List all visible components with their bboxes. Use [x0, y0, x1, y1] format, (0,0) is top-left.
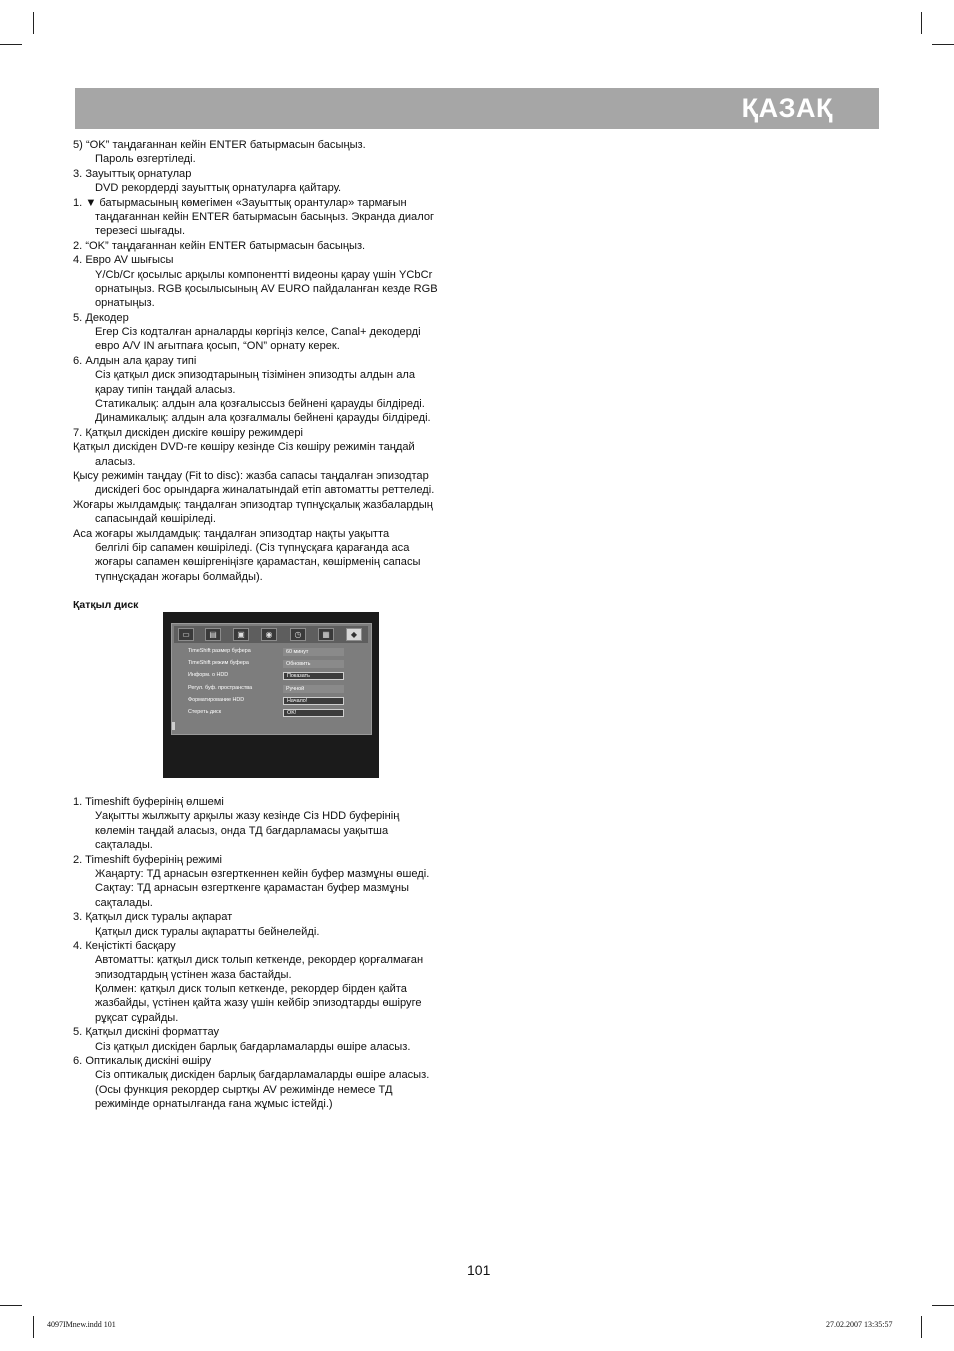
menu-row — [188, 660, 364, 670]
text-line: сапасындай көшіріледі. — [95, 513, 216, 526]
tab-icon-hdd-active: ◆ — [346, 628, 362, 641]
crop-mark — [921, 1316, 922, 1338]
text-line: 4. Кеңістікті басқару — [73, 939, 176, 952]
tab-icon: ◷ — [290, 628, 306, 641]
menu-row-label: TimeShift режим буфера — [188, 660, 249, 666]
language-title: ҚАЗАҚ — [741, 93, 833, 123]
text-line: Y/Cb/Cr қосылыс арқылы компонентті видеоны қарау үшін YCbCr — [95, 268, 433, 281]
text-line: таңдағаннан кейін ENTER батырмасын басыңыз. Экранда диалог — [95, 210, 435, 223]
text-line: Сақтау: ТД арнасын өзгерткенге қарамастан буфер мазмұны — [95, 882, 409, 895]
text-line: Сіз қатқыл дискіден барлық бағдарламаларды өшіре аласыз. — [95, 1040, 411, 1053]
menu-row-value: Обновить — [283, 660, 344, 668]
page-number: 101 — [467, 1262, 491, 1278]
text-line: 1. ▼ батырмасының көмегімен «Зауыттық орантулар» тармағын — [73, 196, 407, 209]
text-line: Уақытты жылжыту арқылы жазу кезінде Сіз HDD буферінің — [95, 810, 400, 823]
text-line: 2. Timeshift буферінің режимі — [73, 853, 222, 866]
text-line: 5. Декодер — [73, 311, 129, 324]
tab-icon: ▤ — [205, 628, 221, 641]
text-line: Сіз оптикалық дискіден барлық бағдарламаларды өшіре аласыз. — [95, 1069, 430, 1082]
text-line: Статикалық: алдын ала қозғалыссыз бейнені қарауды білдіреді. — [95, 398, 425, 411]
crop-mark — [932, 1305, 954, 1306]
menu-row — [188, 709, 364, 719]
menu-row-button: Начало! — [283, 697, 344, 705]
text-line: Пароль өзгертіледі. — [95, 153, 196, 166]
footer-timestamp: 27.02.2007 13:35:57 — [826, 1320, 893, 1329]
text-line: 7. Қатқыл дискіден дискіге көшіру режимдері — [73, 426, 303, 439]
crop-mark — [921, 12, 922, 34]
tab-icon: ◉ — [261, 628, 277, 641]
crop-mark — [33, 12, 34, 34]
text-line: 1. Timeshift буферінің өлшемі — [73, 796, 224, 808]
text-line: белгілі бір сапамен көшіріледі. (Сіз түпнұсқаға қарағанда аса — [95, 541, 410, 554]
menu-tab-bar — [174, 626, 368, 643]
text-line: 3. Қатқыл диск туралы ақпарат — [73, 911, 233, 924]
menu-scroll-marker — [172, 722, 175, 730]
menu-row-button: Показать — [283, 672, 344, 680]
menu-row-label: Информ. о HDD — [188, 672, 229, 678]
tab-icon: ▦ — [318, 628, 334, 641]
menu-row-label: Форматирование HDD — [188, 697, 245, 703]
text-line: орнатыңыз. RGB қосылысының AV EURO пайдаланған кезде RGB — [95, 282, 438, 295]
text-line: Қатқыл дискіден DVD-ге көшіру кезінде Сіз көшіру режимін таңдай — [73, 441, 415, 454]
menu-row-label: TimeShift размер буфера — [188, 648, 251, 654]
text-line: Қысу режимін таңдау (Fit to disc): жазба сапасы таңдалған эпизодтар — [73, 469, 429, 482]
crop-mark — [33, 1316, 34, 1338]
text-line: 5. Қатқыл дискіні форматтау — [73, 1026, 220, 1039]
text-line: 6. Алдын ала қарау типі — [73, 354, 197, 367]
menu-row — [188, 685, 364, 695]
text-line: сақталады. — [95, 896, 153, 909]
text-line: терезесі шығады. — [95, 225, 186, 238]
text-line: (Осы функция рекордер сыртқы AV режимінде немесе ТД — [95, 1083, 393, 1096]
text-line: Қолмен: қатқыл диск толып кеткенде, рекордер бірден қайта — [95, 983, 407, 996]
text-line: жоғары сапамен көшіргеніңізге қарамастан, көшірменің сапасы — [95, 556, 421, 569]
menu-row-value: 60 минут — [283, 648, 344, 656]
text-line: Автоматты: қатқыл диск толып кеткенде, рекордер қорғалмаған — [95, 954, 424, 967]
text-line: 3. Зауыттық орнатулар — [73, 167, 192, 180]
footer-file-info: 4097IMnew.indd 101 — [47, 1320, 116, 1329]
menu-row — [188, 648, 364, 658]
text-line: жазбайды, үстінен қайта жазу үшін кейбір эпизодтарды өшіруге — [95, 997, 422, 1010]
text-line: Сіз қатқыл диск эпизодтарының тізімінен эпизодты алдын ала — [95, 369, 416, 382]
menu-row-label: Стереть диск — [188, 709, 222, 715]
crop-mark — [0, 44, 22, 45]
tab-icon: ▭ — [178, 628, 194, 641]
menu-row-value: Ручной — [283, 685, 344, 693]
text-line: дискідегі бос орындарға жиналатындай етіп автоматты реттеледі. — [95, 484, 435, 497]
text-line: эпизодтардың үстінен жаза бастайды. — [95, 968, 292, 981]
text-line: сақталады. — [95, 839, 153, 852]
text-line: қарау типін таңдай аласыз. — [95, 383, 236, 396]
menu-row — [188, 672, 364, 682]
crop-mark — [932, 44, 954, 45]
text-line: көлемін таңдай аласыз, онда ТД бағдарламасы уақытша — [95, 824, 389, 837]
instructions-top — [73, 138, 473, 584]
text-line: режимінде орнатылғанда ғана жұмыс істейді.) — [95, 1098, 333, 1111]
menu-row-label: Регул. буф. пространства — [188, 685, 253, 691]
text-line: түпнұсқадан жоғары болмайды). — [95, 570, 263, 583]
text-line: 6. Оптикалық дискіні өшіру — [73, 1055, 212, 1068]
text-line: DVD рекордерді зауыттық орнатуларға қайтару. — [95, 182, 342, 195]
text-line: Жаңарту: ТД арнасын өзгерткеннен кейін буфер мазмұны өшеді. — [95, 867, 430, 880]
text-line: Аса жоғары жылдамдық: таңдалған эпизодтар нақты уақытта — [73, 527, 390, 540]
text-line: 4. Евро AV шығысы — [73, 254, 174, 267]
crop-mark — [0, 1305, 22, 1306]
text-line: 5) “OK” таңдағаннан кейін ENTER батырмасын басыңыз. — [73, 139, 366, 151]
menu-row — [188, 697, 364, 707]
text-line: аласыз. — [95, 455, 136, 468]
settings-menu-panel — [171, 623, 372, 735]
text-line: евро A/V IN ағытпаға қосып, “ON” орнату керек. — [95, 340, 340, 353]
language-header-bar — [75, 88, 879, 129]
text-line: рұқсат сұрайды. — [95, 1011, 179, 1024]
tab-icon: ▣ — [233, 628, 249, 641]
text-line: Егер Сіз кодталған арналарды көргіңіз келсе, Canal+ декодерді — [95, 326, 421, 339]
section-title: Қатқыл диск — [73, 599, 139, 611]
text-line: Қатқыл диск туралы ақпаратты бейнелейді. — [95, 925, 320, 938]
instructions-bottom — [73, 795, 473, 1112]
text-line: 2. “OK” таңдағаннан кейін ENTER батырмасын басыңыз. — [73, 239, 366, 252]
hdd-settings-screenshot — [163, 612, 379, 778]
text-line: орнатыңыз. — [95, 297, 155, 310]
text-line: Жоғары жылдамдық: таңдалған эпизодтар түпнұсқалық жазбалардың — [73, 498, 433, 511]
text-line: Динамикалық: алдын ала қозғалмалы бейнені қарауды білдіреді. — [95, 412, 431, 425]
menu-row-button: OK! — [283, 709, 344, 717]
